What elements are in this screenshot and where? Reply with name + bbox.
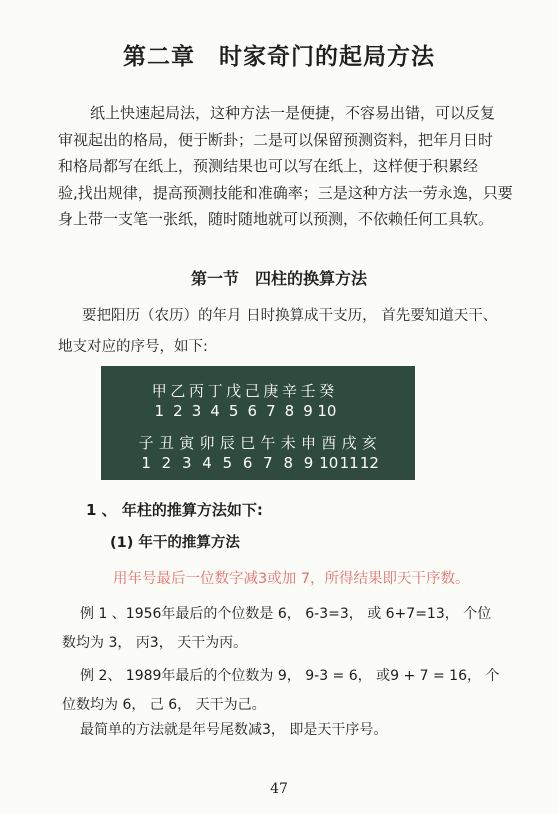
- sub-subsection-heading: (1) 年干的推算方法: [110, 535, 240, 551]
- example-line: 例 1 、1956年最后的个位数是 6， 6-3=3， 或 6+7=13， 个位: [80, 606, 492, 622]
- branch-char: 巳: [240, 434, 256, 452]
- branch-number: 12: [359, 454, 379, 472]
- stem-char: 癸: [319, 382, 335, 400]
- chapter-title: 第二章 时家奇门的起局方法: [123, 44, 435, 70]
- branch-char: 辰: [219, 434, 235, 452]
- stem-char: 甲: [151, 382, 167, 400]
- stem-char: 己: [244, 382, 260, 400]
- intro-line: 身上带一支笔一张纸，随时随地就可以预测，不依赖任何工具软。: [58, 210, 494, 228]
- intro-line: 和格局都写在纸上，预测结果也可以写在纸上，这样便于积累经: [58, 157, 479, 175]
- branch-char: 未: [280, 434, 296, 452]
- stem-number: 2: [173, 402, 183, 420]
- branch-number: 7: [263, 454, 273, 472]
- stem-number: 3: [191, 402, 202, 420]
- branch-char: 酉: [321, 434, 337, 452]
- heavenly-stems-row: [150, 380, 336, 401]
- branch-number: 9: [303, 454, 314, 472]
- branch-number: 2: [161, 454, 172, 472]
- stem-char: 辛: [281, 382, 297, 400]
- ordinal-intro-paragraph: [58, 301, 497, 363]
- branch-number: 4: [202, 454, 212, 472]
- stems-branches-table: [101, 366, 415, 480]
- branch-number: 1: [141, 454, 151, 472]
- page-number: 47: [270, 781, 288, 797]
- branch-number: 6: [242, 454, 253, 472]
- stem-number: 9: [303, 402, 313, 420]
- branch-char: 申: [301, 434, 317, 452]
- subsection-heading: 1 、 年柱的推算方法如下:: [86, 501, 263, 519]
- branch-char: 亥: [361, 434, 377, 452]
- stem-number: 1: [154, 402, 165, 420]
- stem-char: 壬: [300, 382, 316, 400]
- stem-numbers-row: [150, 402, 336, 420]
- stem-number: 6: [247, 402, 258, 420]
- branch-number: 5: [222, 454, 233, 472]
- example-1: [62, 600, 491, 658]
- branch-number: 11: [339, 454, 359, 472]
- branch-char: 卯: [199, 434, 215, 452]
- earthly-branches-row: [136, 432, 380, 453]
- branch-char: 戌: [341, 434, 357, 452]
- branch-numbers-row: [136, 454, 380, 472]
- paragraph-line: 地支对应的序号，如下:: [58, 339, 208, 355]
- example-2: [62, 662, 499, 720]
- section-title: 第一节 四柱的换算方法: [190, 269, 367, 288]
- stem-char: 丙: [188, 382, 204, 400]
- example-line: 位数均为 6， 己 6， 天干为己。: [62, 697, 266, 713]
- stem-char: 庚: [263, 382, 279, 400]
- intro-line: 审视起出的格局，便于断卦；二是可以保留预测资料，把年月日时: [58, 130, 494, 149]
- branch-number: 8: [283, 454, 293, 472]
- paragraph-line: 要把阳历（农历）的年月 日时换算成干支历， 首先要知道天干、: [82, 308, 498, 324]
- example-line: 数均为 3， 丙3， 天干为丙。: [62, 635, 248, 651]
- stem-char: 乙: [170, 382, 186, 400]
- stem-number: 7: [266, 402, 276, 420]
- stem-number: 5: [228, 402, 239, 420]
- branch-number: 10: [319, 454, 339, 472]
- stem-char: 丁: [207, 382, 223, 400]
- branch-char: 午: [260, 434, 276, 452]
- stem-number: 10: [317, 402, 337, 420]
- example-line: 例 2、 1989年最后的个位数为 9， 9-3 = 6， 或9 + 7 = 16， 个: [80, 668, 500, 684]
- highlighted-rule: 用年号最后一位数字减3或加 7，所得结果即天干序数。: [113, 571, 470, 587]
- branch-char: 寅: [179, 434, 195, 452]
- branch-char: 子: [138, 434, 154, 452]
- intro-paragraph: [58, 100, 513, 233]
- simple-method-text: 最简单的方法就是年号尾数减3， 即是天干序号。: [80, 722, 388, 738]
- stem-char: 戊: [226, 382, 242, 400]
- branch-number: 3: [181, 454, 192, 472]
- branch-char: 丑: [158, 434, 174, 452]
- intro-line: 纸上快速起局法，这种方法一是便捷，不容易出错，可以反复: [90, 104, 496, 122]
- stem-number: 4: [210, 402, 220, 420]
- stem-number: 8: [284, 402, 295, 420]
- intro-line: 验,找出规律，提高预测技能和准确率；三是这种方法一劳永逸，只要: [58, 183, 513, 202]
